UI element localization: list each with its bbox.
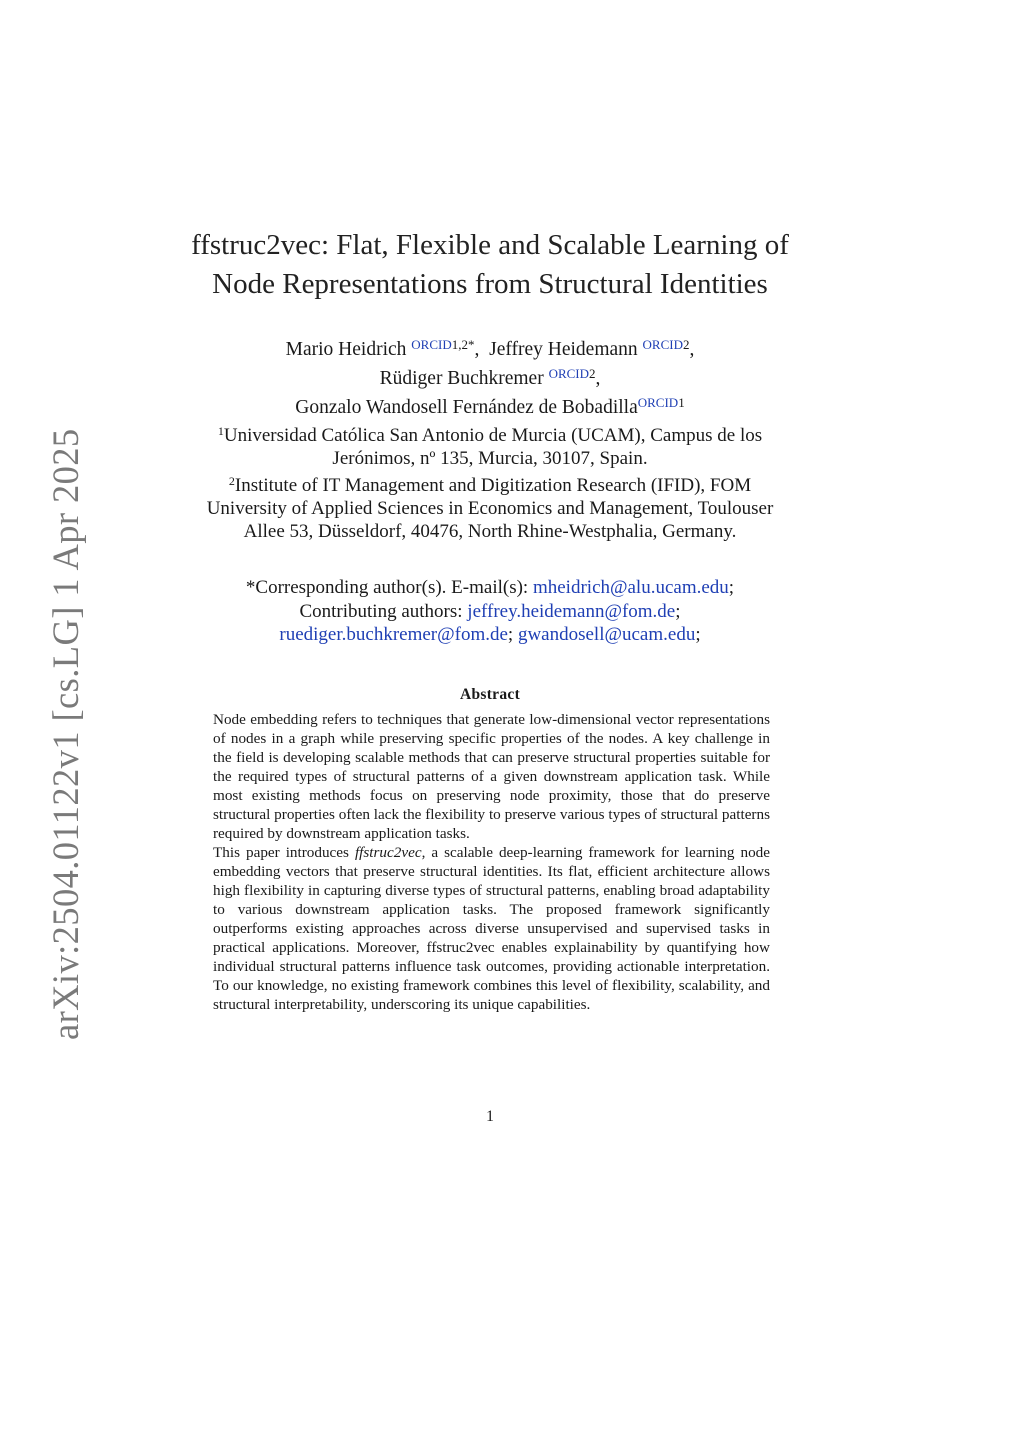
orcid-link[interactable]: ORCID — [637, 395, 679, 410]
authors-line-2 — [150, 362, 830, 391]
abstract-heading: Abstract — [459, 686, 521, 703]
affiliation-text: Universidad Católica San Antonio de Murcia (UCAM), Campus de los — [223, 425, 763, 446]
affiliation-list — [150, 420, 830, 543]
orcid-link[interactable]: ORCID — [642, 337, 683, 352]
author-affiliation-marks: 1 — [678, 395, 685, 410]
author-affiliation-marks: 2 — [682, 337, 690, 352]
orcid-link[interactable]: ORCID — [548, 366, 590, 381]
author-affiliation-marks: 2 — [589, 366, 596, 381]
corresponding-line-3: ruediger.buchkremer@fom.de; gwandosell@ucam.edu; — [279, 624, 701, 645]
authors-line-1 — [150, 333, 830, 362]
email-link[interactable]: gwandosell@ucam.edu — [517, 624, 696, 645]
author-name: Rüdiger Buchkremer — [379, 368, 544, 389]
affiliation-1-line-1 — [150, 420, 830, 447]
affiliation-2-line-2: University of Applied Sciences in Economics and Management, Toulouser — [206, 498, 774, 519]
email-link[interactable]: mheidrich@alu.ucam.edu — [532, 577, 729, 598]
authors-line-3 — [150, 391, 830, 420]
affiliation-1-line-2: Jerónimos, nº 135, Murcia, 30107, Spain. — [332, 448, 648, 469]
author-name: Gonzalo Wandosell Fernández de Bobadilla — [295, 397, 638, 418]
title-line-2: Node Representations from Structural Identities — [212, 268, 768, 300]
affiliation-text: Institute of IT Management and Digitization Research (IFID), FOM — [234, 475, 752, 496]
author-separator: , — [689, 339, 695, 360]
corresponding-authors — [150, 576, 830, 647]
author-name: Jeffrey Heidemann — [489, 339, 638, 360]
author-separator: , — [595, 368, 601, 389]
title-line-1: ffstruc2vec: Flat, Flexible and Scalable Learning of — [191, 229, 789, 261]
author-separator: , — [474, 339, 480, 360]
abstract-text: , a scalable deep-learning framework for learning node embedding vectors that preserve structural identities. Its flat, efficient architecture allows high flexibility in capturing diverse types of structural patterns, enabling broad adaptability to various downstream application tasks. The proposed framework significantly outperforms existing approaches across diverse unsupervised and supervised tasks in practical applications. Moreover, ffstruc2vec enables explainability by quantifying how individual structural patterns influence task outcomes, providing actionable interpretation. To our knowledge, no existing framework combines this level of flexibility, scalability, and structural interpretability, underscoring its unique capabilities. — [213, 844, 770, 1013]
author-affiliation-marks: 1,2* — [451, 337, 475, 352]
abstract-text: This paper introduces — [213, 844, 355, 861]
author-list — [150, 333, 830, 420]
abstract-body — [213, 710, 770, 1014]
corresponding-line-2: Contributing authors: jeffrey.heidemann@fom.de; — [299, 600, 681, 622]
affiliation-mark: 1 — [217, 424, 224, 438]
framework-name: ffstruc2vec — [354, 844, 422, 861]
contributing-label: Contributing authors: — [299, 600, 463, 622]
affiliation-2-line-1 — [150, 470, 830, 497]
author-name: Mario Heidrich — [285, 339, 407, 360]
corresponding-label: *Corresponding author(s). E-mail(s): — [245, 577, 529, 598]
arxiv-identifier-stamp: arXiv:2504.01122v1 [cs.LG] 1 Apr 2025 — [45, 428, 86, 1040]
email-link[interactable]: ruediger.buchkremer@fom.de — [279, 624, 508, 645]
abstract-paragraph-1: Node embedding refers to techniques that generate low-dimensional vector representations of nodes in a graph while preserving specific properties of the nodes. A key challenge in the field is developing scalable methods that can preserve structural properties suitable for the required types of structural patterns of a given downstream application task. While most existing methods focus on preserving node proximity, those that do preserve structural properties often lack the flexibility to preserve various types of structural patterns required by downstream application tasks. — [213, 711, 770, 842]
paper-title — [150, 226, 830, 304]
affiliation-mark: 2 — [228, 474, 235, 488]
page-number: 1 — [486, 1108, 494, 1125]
abstract-paragraph-2 — [213, 843, 770, 1014]
affiliation-2-line-3: Allee 53, Düsseldorf, 40476, North Rhine-Westphalia, Germany. — [243, 521, 737, 542]
orcid-link[interactable]: ORCID — [411, 337, 452, 352]
corresponding-line-1: *Corresponding author(s). E-mail(s): mheidrich@alu.ucam.edu; — [245, 577, 735, 598]
email-link[interactable]: jeffrey.heidemann@fom.de — [467, 600, 676, 622]
